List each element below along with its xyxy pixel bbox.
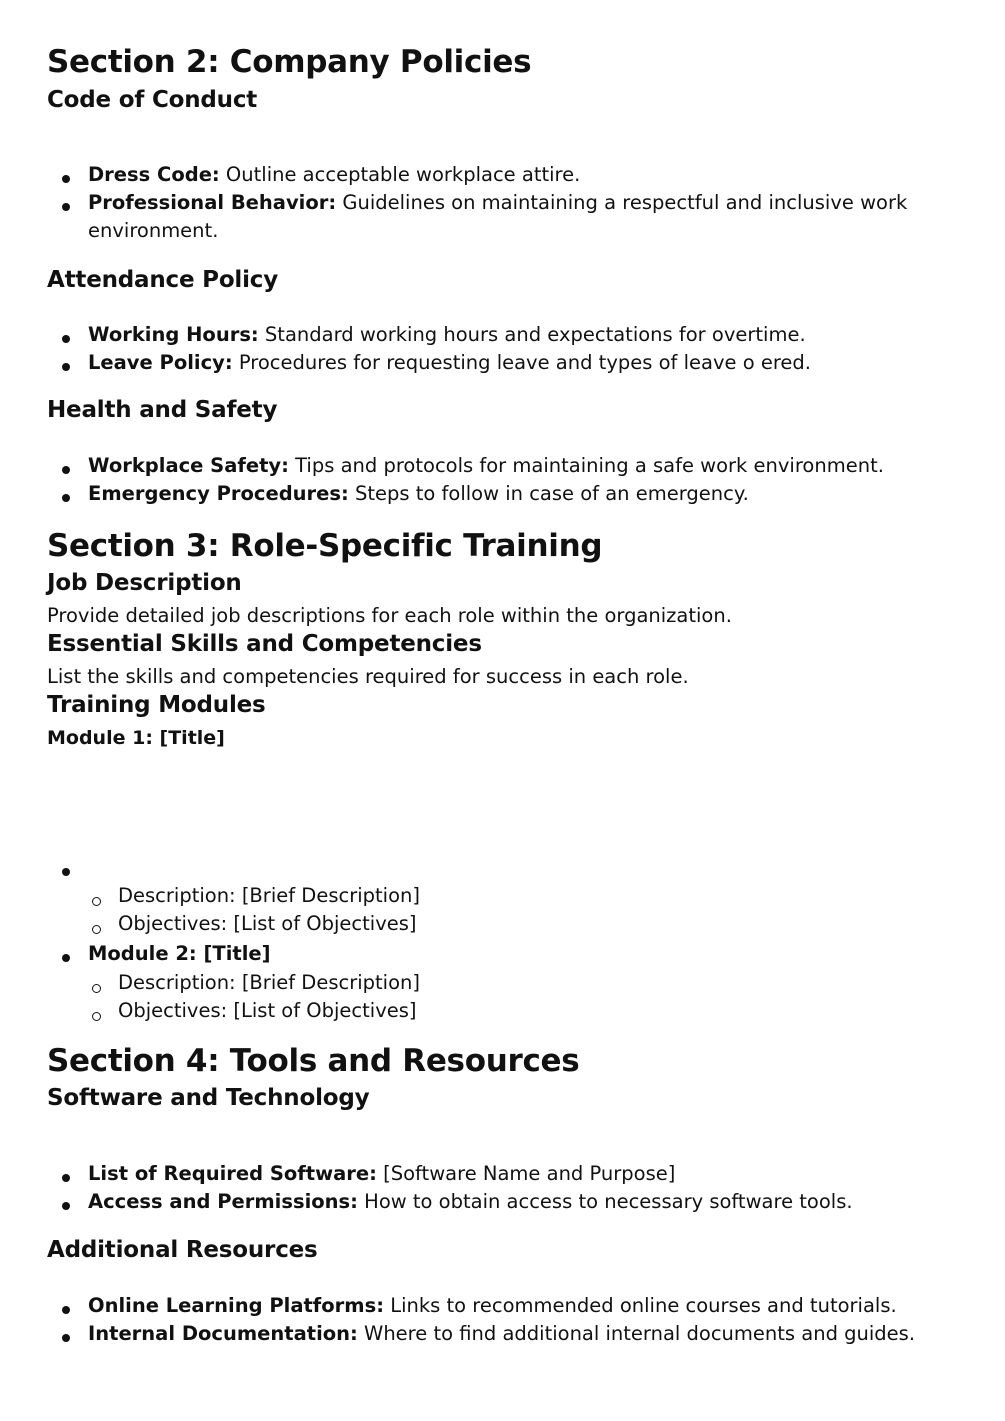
item-label: Access and Permissions: xyxy=(88,1190,358,1213)
item-text: [Software Name and Purpose] xyxy=(376,1162,676,1185)
sub-bullet-icon xyxy=(92,1012,101,1021)
list-item xyxy=(88,349,811,377)
job-description-text: Provide detailed job descriptions for each role within the organization. xyxy=(47,604,732,627)
list-item-continuation: environment. xyxy=(88,219,219,242)
bullet-icon xyxy=(62,954,70,962)
item-label: Dress Code: xyxy=(88,163,220,186)
item-label: Leave Policy: xyxy=(88,351,233,374)
sub-bullet-icon xyxy=(92,925,101,934)
bullet-icon xyxy=(62,466,70,474)
section-4-title: Section 4: Tools and Resources xyxy=(47,1043,580,1079)
list-item xyxy=(88,189,907,217)
bullet-icon xyxy=(62,1202,70,1210)
item-label: Professional Behavior: xyxy=(88,191,337,214)
bullet-icon xyxy=(62,868,70,876)
item-text: Guidelines on maintaining a respectful and inclusive work xyxy=(336,191,908,214)
list-item xyxy=(88,321,806,349)
bullet-icon xyxy=(62,1174,70,1182)
training-modules-heading: Training Modules xyxy=(47,692,266,718)
item-text: Tips and protocols for maintaining a safe work environment. xyxy=(288,454,884,477)
item-text: Steps to follow in case of an emergency. xyxy=(348,482,749,505)
section-3-title: Section 3: Role-Specific Training xyxy=(47,528,603,564)
list-item xyxy=(88,940,271,968)
list-item xyxy=(88,1188,853,1216)
additional-resources-heading: Additional Resources xyxy=(47,1237,318,1263)
bullet-icon xyxy=(62,335,70,343)
item-label: Workplace Safety: xyxy=(88,454,289,477)
item-label: Emergency Procedures: xyxy=(88,482,349,505)
bullet-icon xyxy=(62,1334,70,1342)
sub-bullet-icon xyxy=(92,984,101,993)
item-text: Outline acceptable workplace attire. xyxy=(219,163,581,186)
list-item xyxy=(88,1292,897,1320)
item-label: Online Learning Platforms: xyxy=(88,1294,385,1317)
list-item xyxy=(88,480,749,508)
bullet-icon xyxy=(62,1306,70,1314)
list-item xyxy=(88,161,580,189)
list-item xyxy=(88,1160,675,1188)
bullet-icon xyxy=(62,363,70,371)
item-text: How to obtain access to necessary software tools. xyxy=(357,1190,853,1213)
attendance-policy-heading: Attendance Policy xyxy=(47,267,279,293)
item-label: Internal Documentation: xyxy=(88,1322,358,1345)
item-text: Where to find additional internal documents and guides. xyxy=(357,1322,916,1345)
item-label: List of Required Software: xyxy=(88,1162,377,1185)
item-text: Standard working hours and expectations for overtime. xyxy=(258,323,806,346)
module-2-title: Module 2: [Title] xyxy=(88,942,271,965)
item-text: Links to recommended online courses and tutorials. xyxy=(384,1294,897,1317)
job-description-heading: Job Description xyxy=(47,570,242,596)
bullet-icon xyxy=(62,203,70,211)
bullet-icon xyxy=(62,494,70,502)
sub-list-item: Description: [Brief Description] xyxy=(118,971,420,994)
skills-text: List the skills and competencies required for success in each role. xyxy=(47,665,689,688)
list-item xyxy=(88,1320,915,1348)
skills-heading: Essential Skills and Competencies xyxy=(47,631,482,657)
sub-bullet-icon xyxy=(92,897,101,906)
sub-list-item: Objectives: [List of Objectives] xyxy=(118,912,417,935)
item-text: Procedures for requesting leave and types of leave o ered. xyxy=(232,351,811,374)
health-safety-heading: Health and Safety xyxy=(47,397,278,423)
module-1-title: Module 1: [Title] xyxy=(47,727,225,749)
code-of-conduct-heading: Code of Conduct xyxy=(47,87,258,113)
sub-list-item: Description: [Brief Description] xyxy=(118,884,420,907)
section-2-title: Section 2: Company Policies xyxy=(47,44,532,80)
list-item xyxy=(88,452,884,480)
sub-list-item: Objectives: [List of Objectives] xyxy=(118,999,417,1022)
bullet-icon xyxy=(62,175,70,183)
item-label: Working Hours: xyxy=(88,323,259,346)
software-heading: Software and Technology xyxy=(47,1085,370,1111)
